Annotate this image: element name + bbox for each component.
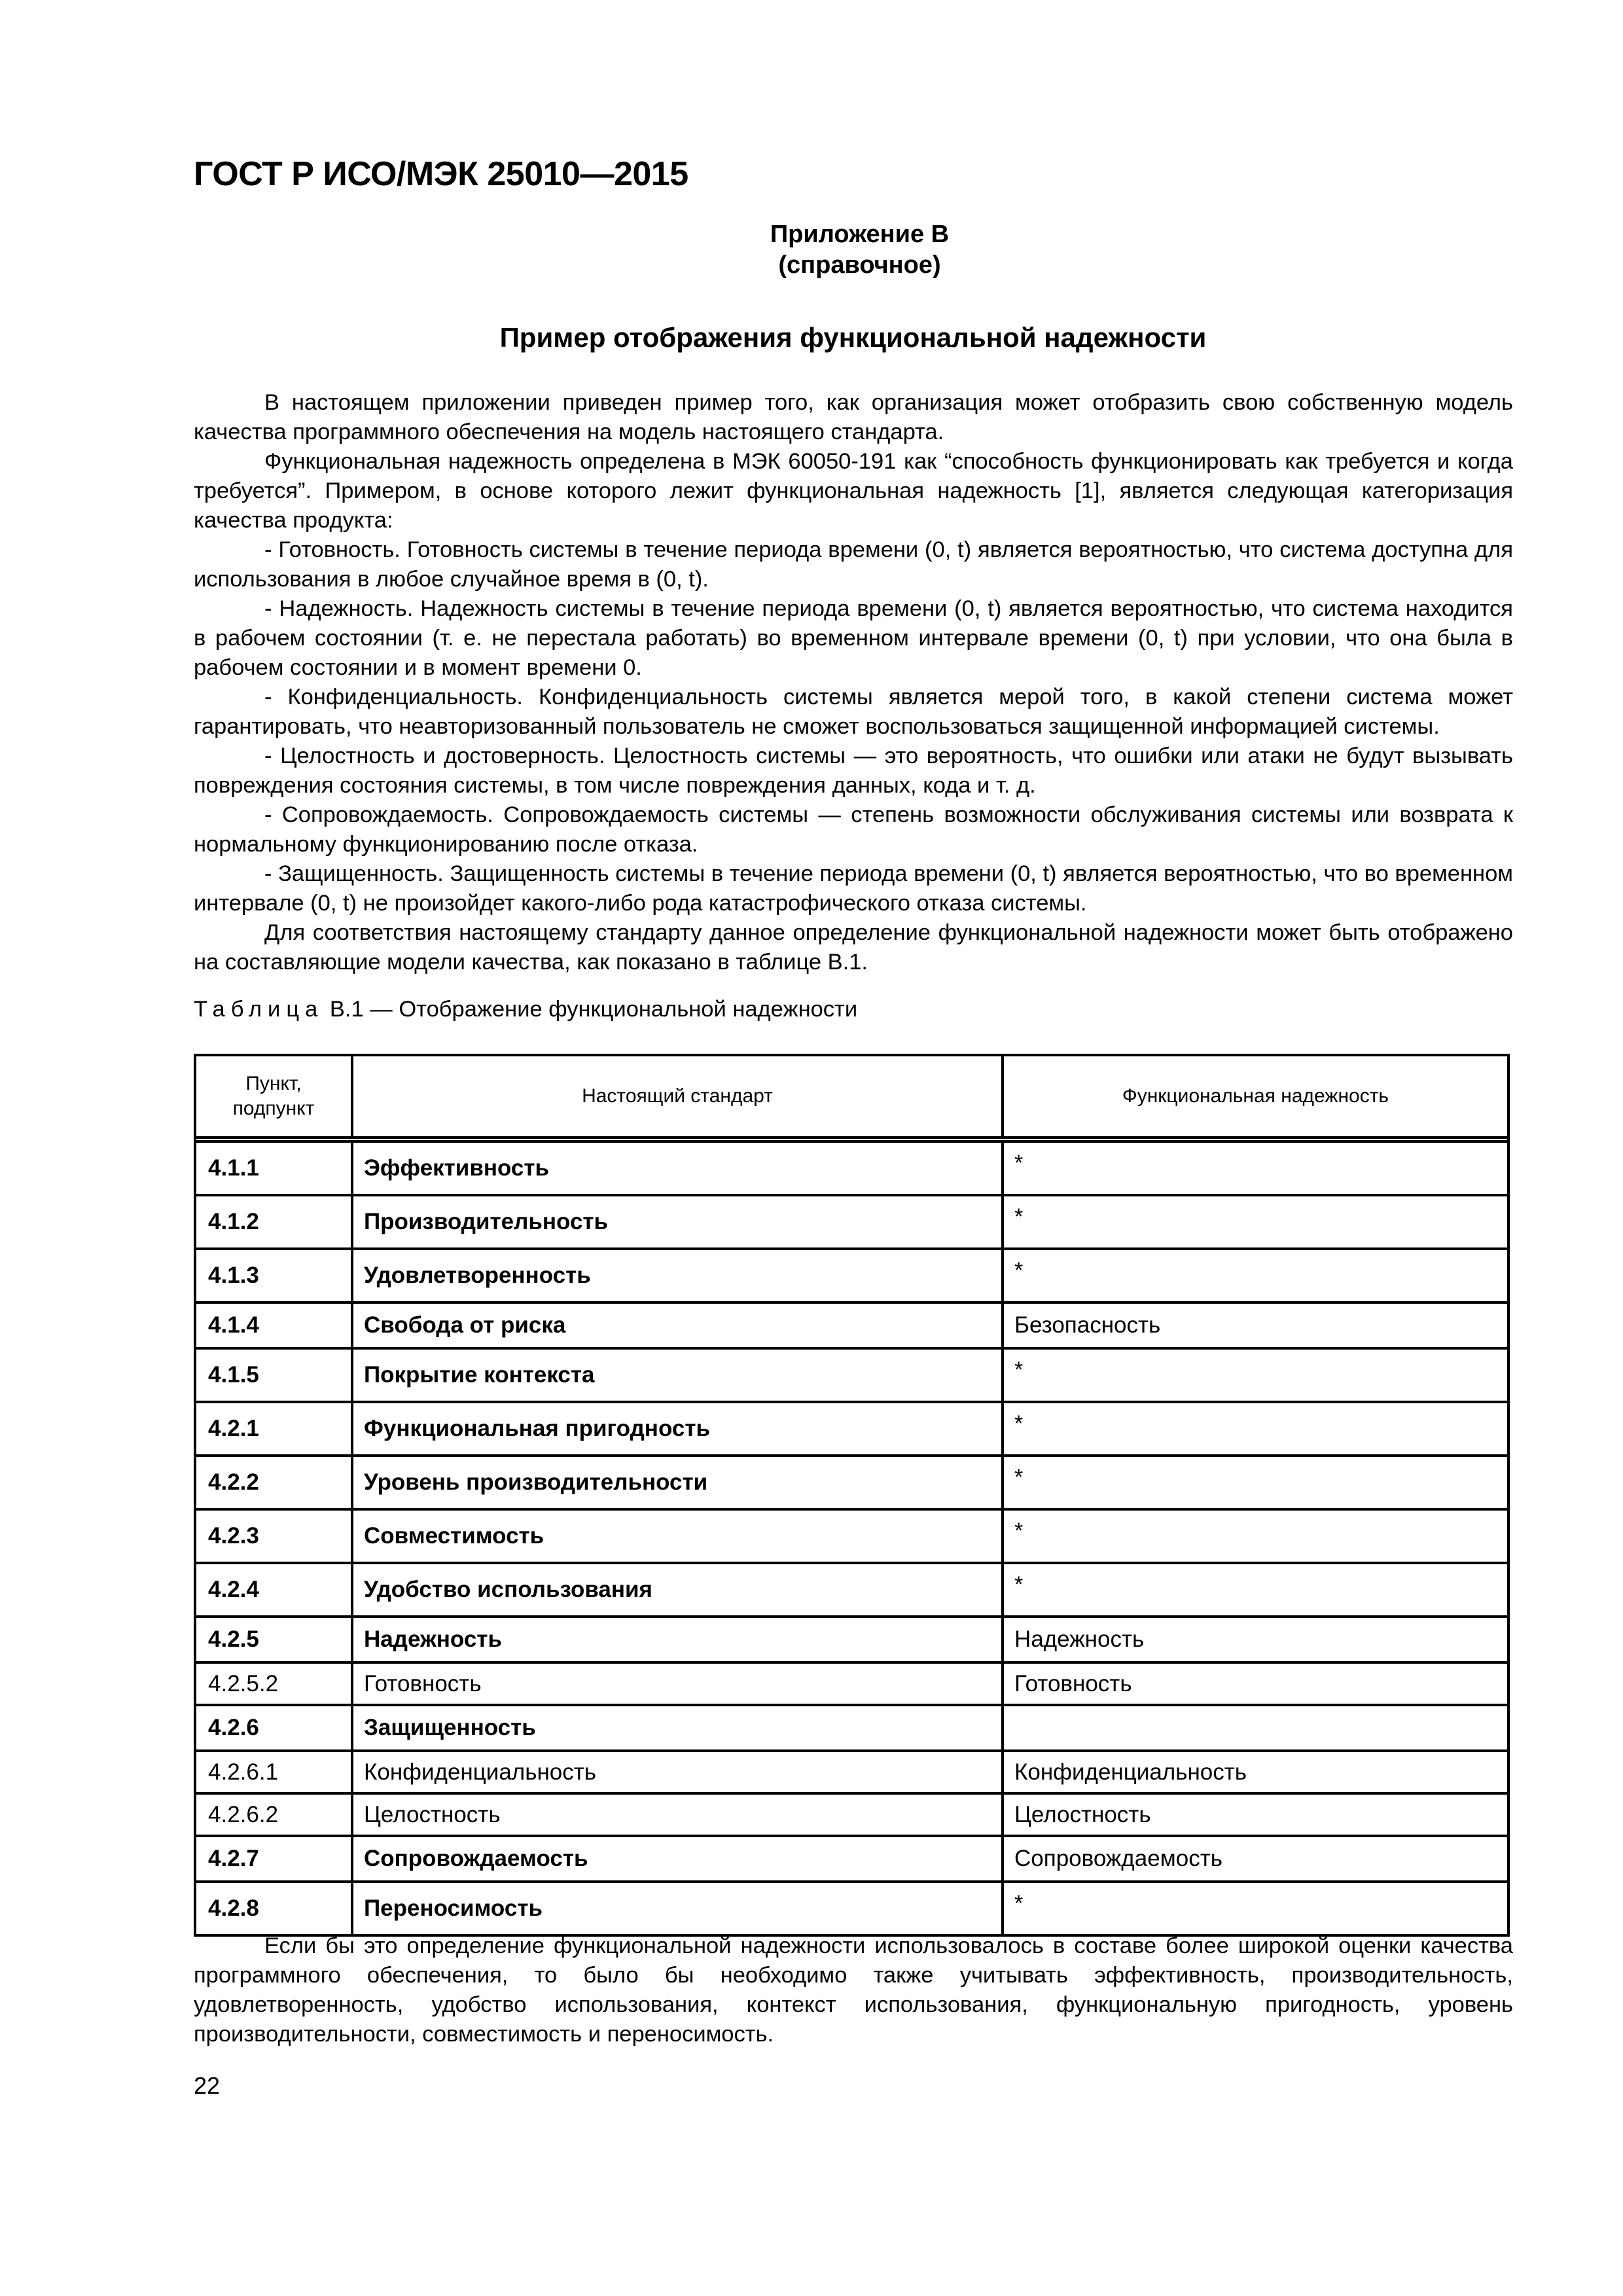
- paragraph-mapping: Для соответствия настоящему стандарту данное определение функциональной надежности может быть отображено на составляющие модели качества, как показано в таблице В.1.: [194, 920, 1513, 975]
- cell-standard: Конфиденциальность: [352, 1751, 1003, 1793]
- cell-dependability: *: [1003, 1195, 1508, 1249]
- closing-text: [194, 1931, 1513, 2049]
- cell-dependability: Надежность: [1003, 1617, 1508, 1662]
- cell-standard: Уровень производительности: [352, 1456, 1003, 1509]
- cell-clause: 4.2.1: [195, 1402, 352, 1456]
- table-row: [195, 1348, 1508, 1402]
- column-header-dependability: Функциональная надежность: [1003, 1055, 1508, 1138]
- cell-clause: 4.2.6: [195, 1705, 352, 1751]
- table-row: [195, 1249, 1508, 1302]
- table-caption: [194, 995, 857, 1024]
- table-row: [195, 1705, 1508, 1751]
- table-row: [195, 1141, 1508, 1195]
- cell-standard: Переносимость: [352, 1882, 1003, 1935]
- paragraph-definition: Функциональная надежность определена в МЭК 60050-191 как “способность функционировать как требуется и когда требуется”. Примером, в основе которого лежит функциональная надежность [1], является следующая категоризация качества продукта:: [194, 449, 1513, 533]
- cell-standard: Совместимость: [352, 1509, 1003, 1563]
- cell-standard: Защищенность: [352, 1705, 1003, 1751]
- cell-standard: Целостность: [352, 1793, 1003, 1836]
- list-item-availability: - Готовность. Готовность системы в течение периода времени (0, t) является вероятностью, что система доступна для использования в любое случайное время в (0, t).: [194, 537, 1513, 592]
- cell-dependability: *: [1003, 1509, 1508, 1563]
- section-heading: Пример отображения функциональной надежности: [499, 322, 1207, 353]
- table-row: [195, 1195, 1508, 1249]
- cell-standard: Эффективность: [352, 1141, 1003, 1195]
- document-id-header: ГОСТ Р ИСО/МЭК 25010—2015: [194, 155, 688, 193]
- table-caption-text: В.1 — Отображение функциональной надежности: [329, 997, 858, 1022]
- cell-clause: 4.2.2: [195, 1456, 352, 1509]
- list-item-maintainability: - Сопровождаемость. Сопровождаемость системы — степень возможности обслуживания системы или возврата к нормальному функционированию после отказа.: [194, 802, 1513, 857]
- table-caption-label: Таблица: [194, 997, 324, 1022]
- table-row: [195, 1751, 1508, 1793]
- cell-dependability: Готовность: [1003, 1662, 1508, 1705]
- cell-dependability: *: [1003, 1882, 1508, 1935]
- cell-dependability: *: [1003, 1249, 1508, 1302]
- cell-standard: Функциональная пригодность: [352, 1402, 1003, 1456]
- paragraph-closing: Если бы это определение функциональной надежности использовалось в составе более широкой оценки качества программного обеспечения, то было бы необходимо также учитывать эффективность, производительность, удовлетворенность, удобство использования, контекст использования, функциональную пригодность, уровень производительности, совместимость и переносимость.: [194, 1933, 1513, 2047]
- table-row: [195, 1302, 1508, 1348]
- body-text: [194, 388, 1513, 977]
- list-item-integrity: - Целостность и достоверность. Целостность системы — это вероятность, что ошибки или атаки не будут вызывать повреждения состояния системы, в том числе повреждения данных, кода и т. д.: [194, 744, 1513, 798]
- cell-clause: 4.2.7: [195, 1836, 352, 1882]
- table-row: [195, 1882, 1508, 1935]
- page-number: 22: [194, 2072, 221, 2099]
- cell-dependability: *: [1003, 1456, 1508, 1509]
- table-row: [195, 1793, 1508, 1836]
- cell-standard: Удобство использования: [352, 1563, 1003, 1617]
- cell-clause: 4.2.5: [195, 1617, 352, 1662]
- table-row: [195, 1662, 1508, 1705]
- cell-standard: Сопровождаемость: [352, 1836, 1003, 1882]
- cell-clause: 4.1.5: [195, 1348, 352, 1402]
- column-header-standard: Настоящий стандарт: [352, 1055, 1003, 1138]
- cell-standard: Покрытие контекста: [352, 1348, 1003, 1402]
- cell-clause: 4.1.3: [195, 1249, 352, 1302]
- paragraph-intro: В настоящем приложении приведен пример того, как организация может отобразить свою собственную модель качества программного обеспечения на модель настоящего стандарта.: [194, 390, 1513, 444]
- cell-dependability: *: [1003, 1141, 1508, 1195]
- cell-standard: Готовность: [352, 1662, 1003, 1705]
- list-item-reliability: - Надежность. Надежность системы в течение периода времени (0, t) является вероятностью, что система находится в рабочем состоянии (т. е. не перестала работать) во временном интервале времени (0, t) при условии, что она была в рабочем состоянии и в момент времени 0.: [194, 596, 1513, 680]
- cell-clause: 4.2.4: [195, 1563, 352, 1617]
- appendix-kind: (справочное): [778, 251, 941, 279]
- cell-clause: 4.1.1: [195, 1141, 352, 1195]
- table-row: [195, 1836, 1508, 1882]
- cell-clause: 4.2.8: [195, 1882, 352, 1935]
- cell-dependability: Безопасность: [1003, 1302, 1508, 1348]
- cell-clause: 4.1.4: [195, 1302, 352, 1348]
- list-item-confidentiality: - Конфиденциальность. Конфиденциальность системы является мерой того, в какой степени система может гарантировать, что неавторизованный пользователь не сможет воспользоваться защищенной информацией системы.: [194, 685, 1513, 739]
- table-row: [195, 1563, 1508, 1617]
- cell-standard: Надежность: [352, 1617, 1003, 1662]
- cell-dependability: Сопровождаемость: [1003, 1836, 1508, 1882]
- table-row: [195, 1509, 1508, 1563]
- cell-clause: 4.1.2: [195, 1195, 352, 1249]
- cell-standard: Производительность: [352, 1195, 1003, 1249]
- dependability-mapping-table: [194, 1054, 1510, 1937]
- cell-standard: Удовлетворенность: [352, 1249, 1003, 1302]
- cell-clause: 4.2.6.1: [195, 1751, 352, 1793]
- table-header-row: [195, 1055, 1508, 1138]
- cell-dependability: *: [1003, 1402, 1508, 1456]
- table-row: [195, 1617, 1508, 1662]
- table-row: [195, 1402, 1508, 1456]
- column-header-clause: Пункт, подпункт: [195, 1055, 352, 1138]
- cell-clause: 4.2.3: [195, 1509, 352, 1563]
- cell-clause: 4.2.6.2: [195, 1793, 352, 1836]
- cell-dependability: [1003, 1705, 1508, 1751]
- cell-dependability: *: [1003, 1563, 1508, 1617]
- cell-dependability: Целостность: [1003, 1793, 1508, 1836]
- cell-dependability: Конфиденциальность: [1003, 1751, 1508, 1793]
- cell-dependability: *: [1003, 1348, 1508, 1402]
- table-row: [195, 1456, 1508, 1509]
- cell-clause: 4.2.5.2: [195, 1662, 352, 1705]
- appendix-title: Приложение В: [770, 221, 950, 248]
- list-item-safety: - Защищенность. Защищенность системы в течение периода времени (0, t) является вероятностью, что во временном интервале (0, t) не произойдет какого-либо рода катастрофического отказа системы.: [194, 861, 1513, 916]
- cell-standard: Свобода от риска: [352, 1302, 1003, 1348]
